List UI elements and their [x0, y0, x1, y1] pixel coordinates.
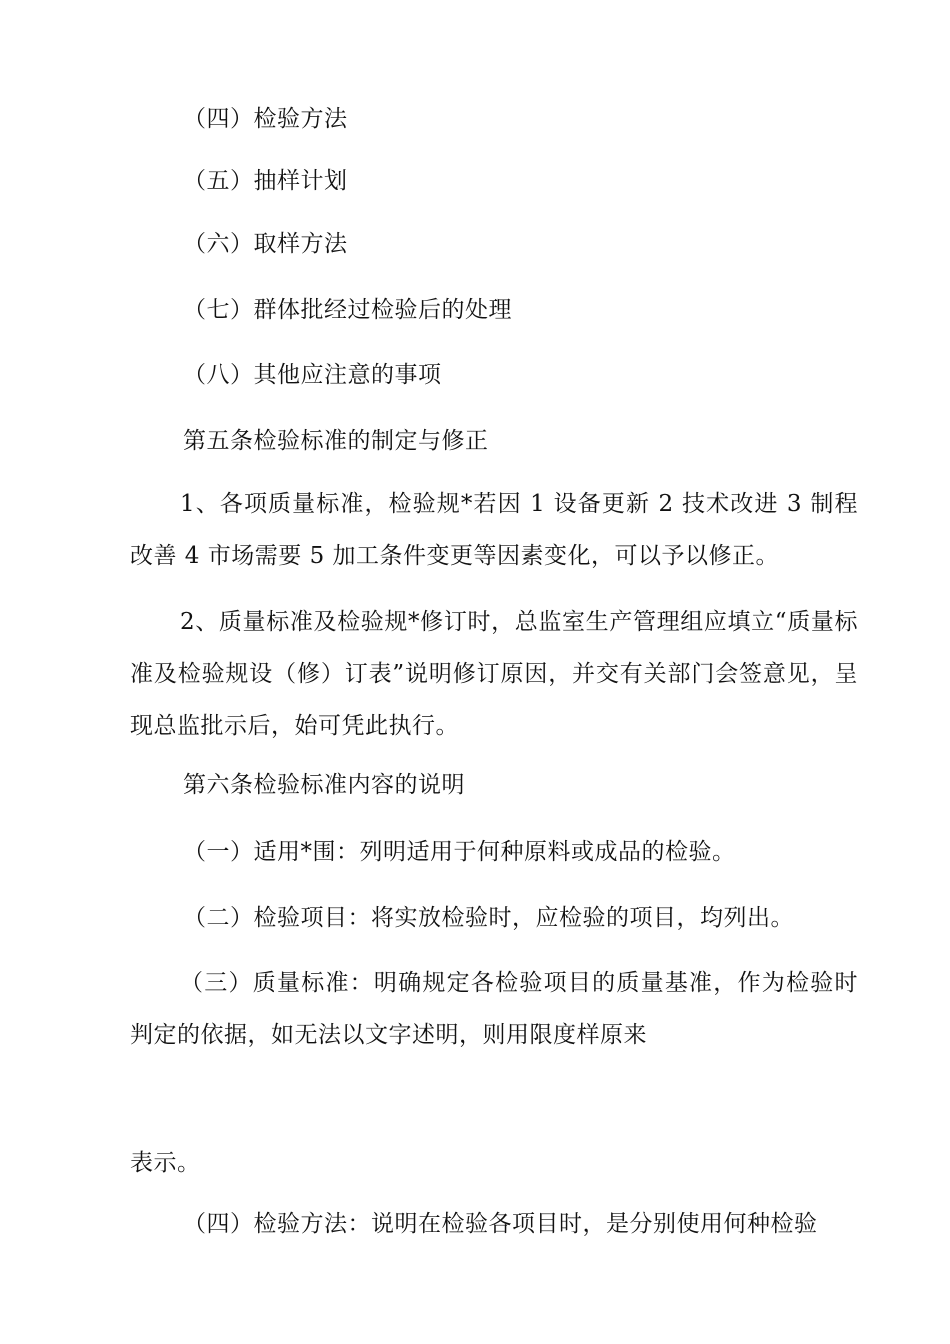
- article-6-item-inspection-items: （二）检验项目：将实放检验时，应检验的项目，均列出。: [183, 905, 794, 931]
- article-5-heading: 第五条检验标准的制定与修正: [183, 428, 489, 454]
- article-5-paragraph-1: 1、各项质量标准，检验规*若因 1 设备更新 2 技术改进 3 制程改善 4 市场需要 5 加工条件变更等因素变化，可以予以修正。: [130, 491, 858, 569]
- article-6-item-quality-standard: （三）质量标准：明确规定各检验项目的质量基准，作为检验时判定的依据，如无法以文字述明，则用限度样原来: [130, 970, 858, 1048]
- article-6-item-inspection-method: （四）检验方法：说明在检验各项目时，是分别使用何种检验: [183, 1211, 818, 1237]
- article-6-heading: 第六条检验标准内容的说明: [183, 772, 465, 798]
- list-item-inspection-method: （四）检验方法: [183, 106, 348, 132]
- article-6-item-scope: （一）适用*围：列明适用于何种原料或成品的检验。: [183, 839, 736, 865]
- list-item-other-notes: （八）其他应注意的事项: [183, 362, 442, 388]
- list-item-sampling-plan: （五）抽样计划: [183, 168, 348, 194]
- list-item-sampling-method: （六）取样方法: [183, 231, 348, 257]
- article-5-paragraph-2: 2、质量标准及检验规*修订时，总监室生产管理组应填立“质量标准及检验规设（修）订表”说明修订原因，并交有关部门会签意见，呈现总监批示后，始可凭此执行。: [130, 609, 858, 739]
- article-6-item-quality-standard-continued: 表示。: [130, 1150, 201, 1176]
- list-item-lot-handling: （七）群体批经过检验后的处理: [183, 297, 512, 323]
